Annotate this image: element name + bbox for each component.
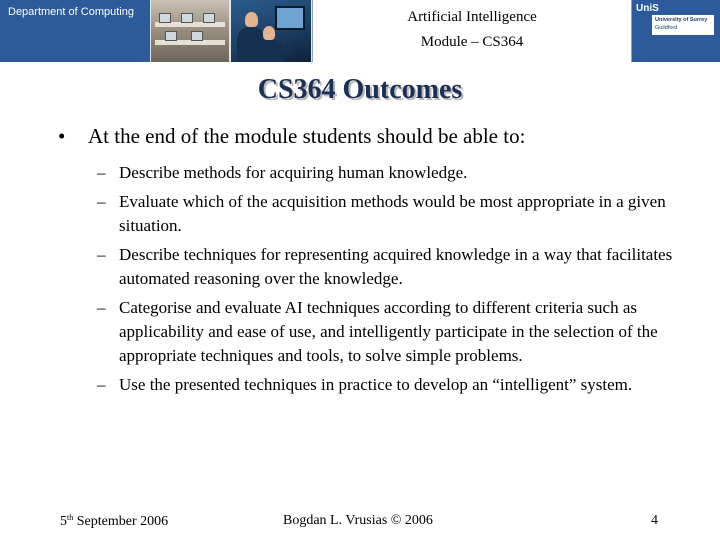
slide-title: CS364 Outcomes [257,74,463,105]
sub-bullet-text: Describe methods for acquiring human knowledge. [119,163,468,182]
footer-date [60,513,168,530]
sub-bullet-item [97,190,677,238]
header-band [0,0,720,62]
page-number: 4 [651,513,658,528]
department-label: Department of Computing [8,6,134,18]
date-day: 5 [60,514,67,529]
dash-icon: – [97,297,106,317]
logo-university-name: University of Surrey [655,17,708,23]
main-bullet [58,124,525,149]
dash-icon: – [97,163,106,182]
monitor-shape [181,13,193,23]
sub-bullet-item [97,243,677,291]
monitor-shape [203,13,215,23]
monitor-shape [159,13,171,23]
main-bullet-text: At the end of the module students should be able to: [88,124,526,148]
monitor-shape [165,31,177,41]
monitor-shape [275,6,305,30]
person-body [257,40,283,62]
course-title-block [312,0,632,62]
module-code: Module – CS364 [420,34,524,50]
date-suffix: th [67,513,74,522]
footer-author: Bogdan L. Vrusias © 2006 [283,513,433,528]
sub-bullet-item [97,373,677,397]
person-head [263,26,275,40]
sub-bullet-item [97,161,677,185]
logo-wordmark: UniS [636,3,659,14]
sub-bullet-text: Categorise and evaluate AI techniques according to different criteria such as applicability and ease of use, and intelligently participate in the selection of the appropriate techniques and tools, to solve simple problems. [119,297,658,365]
sub-bullet-text: Evaluate which of the acquisition methods would be most appropriate in a given situation. [119,191,666,235]
sub-bullet-list [97,161,677,401]
dash-icon: – [97,244,106,264]
monitor-shape [191,31,203,41]
date-rest: September 2006 [73,514,169,529]
bullet-icon: • [58,124,66,148]
sub-bullet-text: Describe techniques for representing acquired knowledge in a way that facilitates automated reasoning over the knowledge. [119,244,673,288]
computer-lab-photo [150,0,230,62]
sub-bullet-item [97,296,677,369]
logo-box [652,15,714,35]
dash-icon: – [97,374,106,394]
logo-location: Guildford [655,25,678,31]
sub-bullet-text: Use the presented techniques in practice to develop an “intelligent” system. [119,374,633,394]
dash-icon: – [97,191,106,211]
course-title: Artificial Intelligence [407,9,537,25]
person-head [245,12,258,27]
students-at-computer-photo [230,0,312,62]
